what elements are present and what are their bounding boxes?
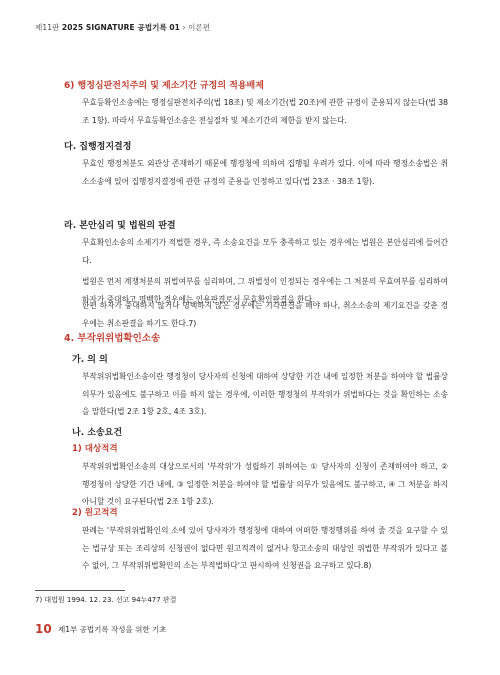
paragraph-ga: 부작위위법확인소송이란 행정청이 당사자의 신청에 대하여 상당한 기간 내에 일정한 처분을 하여야 할 법률상 의무가 있음에도 불구하고 이를 하지 않는 경우에, 이러한 행정청의 부작위가 위법하다는 것을 확인하는 소송을 말한다(법 2조 1항 2호, 4조 3호).	[82, 372, 448, 417]
heading-4: 4. 부작위위법확인소송	[64, 333, 161, 344]
paragraph-da: 무효인 행정처분도 외관상 존재하기 때문에 행정청에 의하여 집행될 우려가 있다. 이에 따라 행정소송법은 취소소송에 있어 집행정지결정에 관한 규정의 준용을 인정하고 있다(법 23조 · 38조 1항).	[82, 159, 448, 186]
heading-6: 6) 행정심판전치주의 및 제소기간 규정의 적용배제	[64, 81, 264, 91]
heading-n1: 1) 대상적격	[72, 444, 118, 454]
part-arrow-icon: ›	[182, 23, 186, 32]
paragraph-ra-2: 법원은 먼저 계쟁처분의 위법여부를 심리하며, 그 위법성이 인정되는 경우에는 그 처분의 무효여부를 심리하여 하자가 중대하고 명백한 경우에는 인용판결로서 무효확인판결을 한다.	[82, 277, 448, 304]
footnote: 7) 대법원 1994. 12. 23. 선고 94누477 판결	[35, 596, 177, 604]
paragraph-n1: 부작위위법확인소송의 대상으로서의 '부작위'가 성립하기 위하여는 ① 당사자의 신청이 존재하여야 하고, ② 행정청이 상당한 기간 내에, ③ 일정한 처분을 하여야 할 법률상 의무가 있음에도 불구하고, ④ 그 처분을 하지 아니할 것이 요구된다(법 2조 1항 2호).	[82, 462, 448, 507]
page-number: 10	[35, 622, 52, 636]
paragraph-n2: 판례는 '부작위위법확인의 소에 있어 당사자가 행정청에 대하여 어떠한 행정행위를 하여 줄 것을 요구할 수 있는 법규상 또는 조리상의 신청권이 없다면 원고적격이 없거나 항고소송의 대상인 위법한 부작위가 있다고 볼 수 없어, 그 부작위위법확인의 소는 부적법하다'고 판시하여 신청권을 요구하고 있다.8)	[82, 526, 448, 571]
heading-na: 나. 소송요건	[72, 428, 123, 438]
chapter-title: 제1부 공법기록 작성을 위한 기초	[58, 625, 167, 634]
part-name: 이론편	[188, 23, 211, 32]
part-number: 01	[169, 23, 180, 32]
edition-label: 제11판	[35, 23, 60, 32]
heading-da: 다. 집행정지결정	[64, 142, 132, 152]
footnote-divider	[35, 590, 125, 591]
book-title: 2025 SIGNATURE 공법기록	[61, 23, 167, 32]
paragraph-6: 무효등확인소송에는 행정심판전치주의(법 18조) 및 제소기간(법 20조)에 관한 규정이 준용되지 않는다(법 38조 1항). 따라서 무효등확인소송은 전심절차 및 제소기간의 제한을 받지 않는다.	[82, 98, 448, 125]
heading-ra: 라. 본안심리 및 법원의 판결	[64, 221, 176, 231]
heading-n2: 2) 원고적격	[72, 508, 118, 518]
paragraph-ra-1: 무효확인소송의 소제기가 적법한 경우, 즉 소송요건을 모두 충족하고 있는 경우에는 법원은 본안심리에 들어간다.	[82, 238, 448, 265]
running-header	[35, 22, 210, 33]
paragraph-ra-3: 한편 하자가 중대하지 않거나 명백하지 않은 경우에는 기각판결을 해야 하나, 취소소송의 제기요건을 갖춘 경우에는 취소판결을 하기도 한다.7)	[82, 301, 448, 328]
heading-ga: 가. 의 의	[72, 355, 108, 365]
